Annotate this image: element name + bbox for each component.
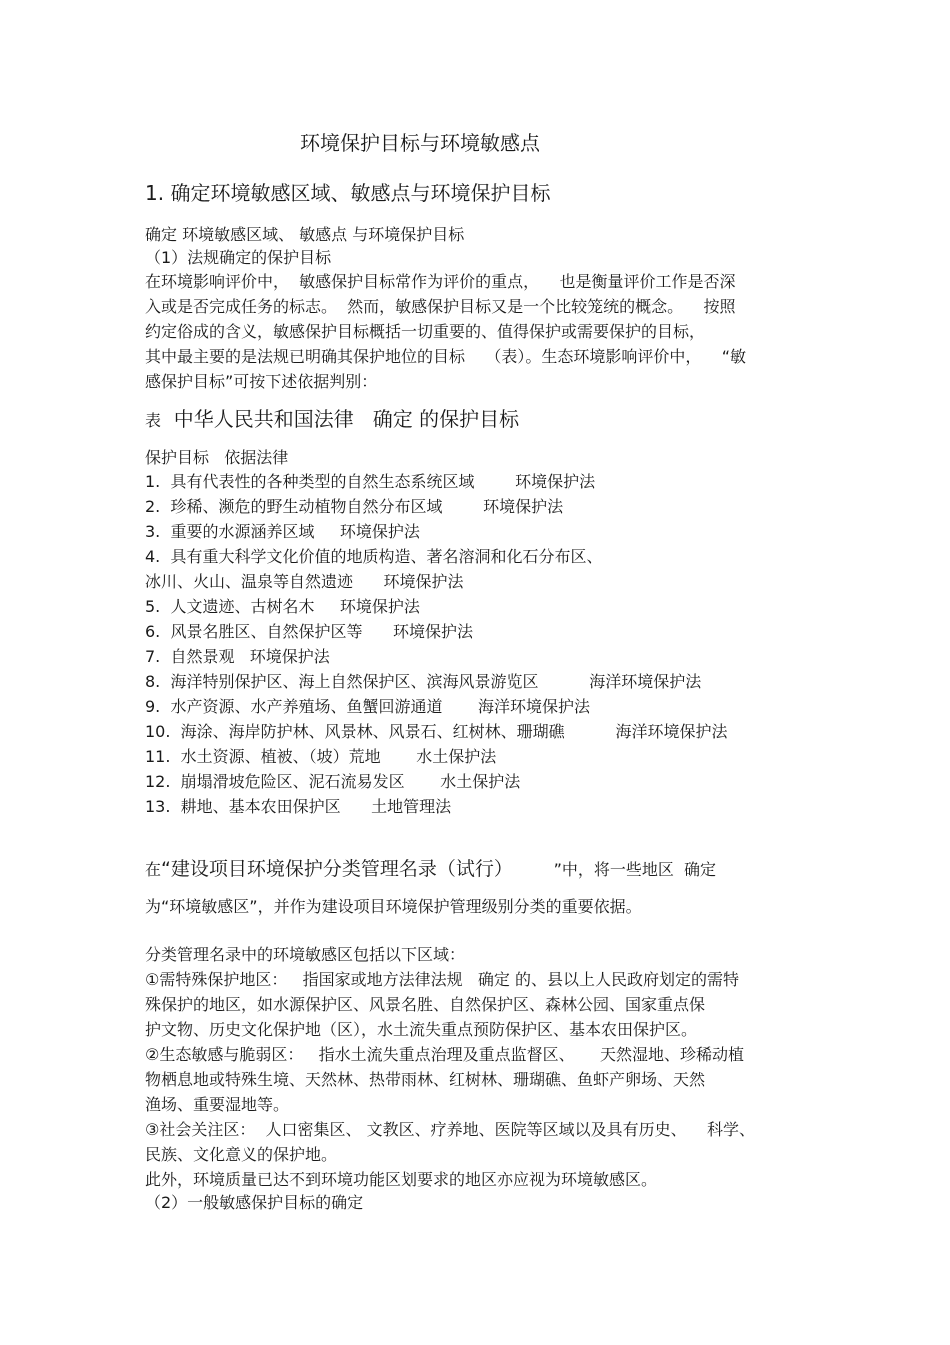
areas-line: 渔场、重要湿地等。 [145, 1095, 290, 1114]
list-item: 13. 耕地、基本农田保护区 土地管理法 [145, 797, 452, 816]
table-heading [145, 406, 519, 434]
list-item: 5. 人文遗迹、古树名木 环境保护法 [145, 597, 420, 616]
list-item: 2. 珍稀、濒危的野生动植物自然分布区域 环境保护法 [145, 497, 564, 516]
intro-line: 确定 环境敏感区域、 敏感点 与环境保护目标 [145, 225, 465, 244]
table-heading-text: 中华人民共和国法律 确定 的保护目标 [173, 407, 520, 431]
paragraph-line: 入或是否完成任务的标志。 然而，敏感保护目标又是一个比较笼统的概念。 按照 [145, 297, 736, 316]
paragraph-line: 在环境影响评价中， 敏感保护目标常作为评价的重点， 也是衡量评价工作是否深 [145, 272, 736, 291]
list-item: 4. 具有重大科学文化价值的地质构造、著名溶洞和化石分布区、 [145, 547, 603, 566]
areas-line: ②生态敏感与脆弱区： 指水土流失重点治理及重点监督区、 天然湿地、珍稀动植 [145, 1045, 745, 1064]
paragraph-line: 约定俗成的含义，敏感保护目标概括一切重要的、值得保护或需要保护的目标， [145, 322, 706, 341]
areas-line: 护文物、历史文化保护地（区），水土流失重点预防保护区、基本农田保护区。 [145, 1020, 698, 1039]
list-item: 10. 海涂、海岸防护林、风景林、风景石、红树林、珊瑚礁 海洋环境保护法 [145, 722, 728, 741]
areas-line: 物栖息地或特殊生境、天然林、热带雨林、红树林、珊瑚礁、鱼虾产卵场、天然 [145, 1070, 706, 1089]
areas-line: 分类管理名录中的环境敏感区包括以下区域： [145, 945, 466, 964]
subsection-heading: （2）一般敏感保护目标的确定 [145, 1193, 364, 1212]
list-item: 3. 重要的水源涵养区域 环境保护法 [145, 522, 420, 541]
list-item: 1. 具有代表性的各种类型的自然生态系统区域 环境保护法 [145, 472, 596, 491]
paragraph-line: 其中最主要的是法规已明确其保护地位的目标 （表）。生态环境影响评价中， “敏 [145, 347, 746, 366]
table-heading-prefix: 表 [145, 411, 162, 430]
list-item: 9. 水产资源、水产养殖场、鱼蟹回游通道 海洋环境保护法 [145, 697, 591, 716]
list-item: 冰川、火山、温泉等自然遗迹 环境保护法 [145, 572, 464, 591]
catalog-prefix: 在 [145, 860, 162, 879]
list-item: 6. 风景名胜区、自然保护区等 环境保护法 [145, 622, 473, 641]
catalog-line: 为“环境敏感区”，并作为建设项目环境保护管理级别分类的重要依据。 [145, 897, 642, 916]
list-item: 12. 崩塌滑坡危险区、泥石流易发区 水土保护法 [145, 772, 521, 791]
list-item: 8. 海洋特别保护区、海上自然保护区、滨海风景游览区 海洋环境保护法 [145, 672, 702, 691]
areas-line: 殊保护的地区，如水源保护区、风景名胜、自然保护区、森林公园、国家重点保 [145, 995, 706, 1014]
areas-line: 民族、文化意义的保护地。 [145, 1145, 338, 1164]
list-item: 7. 自然景观 环境保护法 [145, 647, 330, 666]
document-title: 环境保护目标与环境敏感点 [300, 131, 540, 155]
areas-line: ①需特殊保护地区： 指国家或地方法律法规 确定 的、县以上人民政府划定的需特 [145, 970, 739, 989]
catalog-line [145, 857, 716, 882]
areas-line: 此外，环境质量已达不到环境功能区划要求的地区亦应视为环境敏感区。 [145, 1170, 658, 1189]
catalog-suffix: ”中，将一些地区 确定 [512, 860, 717, 879]
paragraph-line: 感保护目标”可按下述依据判别： [145, 372, 378, 391]
list-item: 11. 水土资源、植被、（坡）荒地 水土保护法 [145, 747, 497, 766]
areas-line: ③社会关注区： 人口密集区、 文教区、疗养地、医院等区域以及具有历史、 科学、 [145, 1120, 755, 1139]
subsection-heading: （1）法规确定的保护目标 [145, 248, 332, 267]
section-heading: 1. 确定环境敏感区域、敏感点与环境保护目标 [145, 181, 551, 205]
catalog-title: “建设项目环境保护分类管理名录（试行） [161, 858, 513, 880]
table-header: 保护目标 依据法律 [145, 448, 289, 467]
